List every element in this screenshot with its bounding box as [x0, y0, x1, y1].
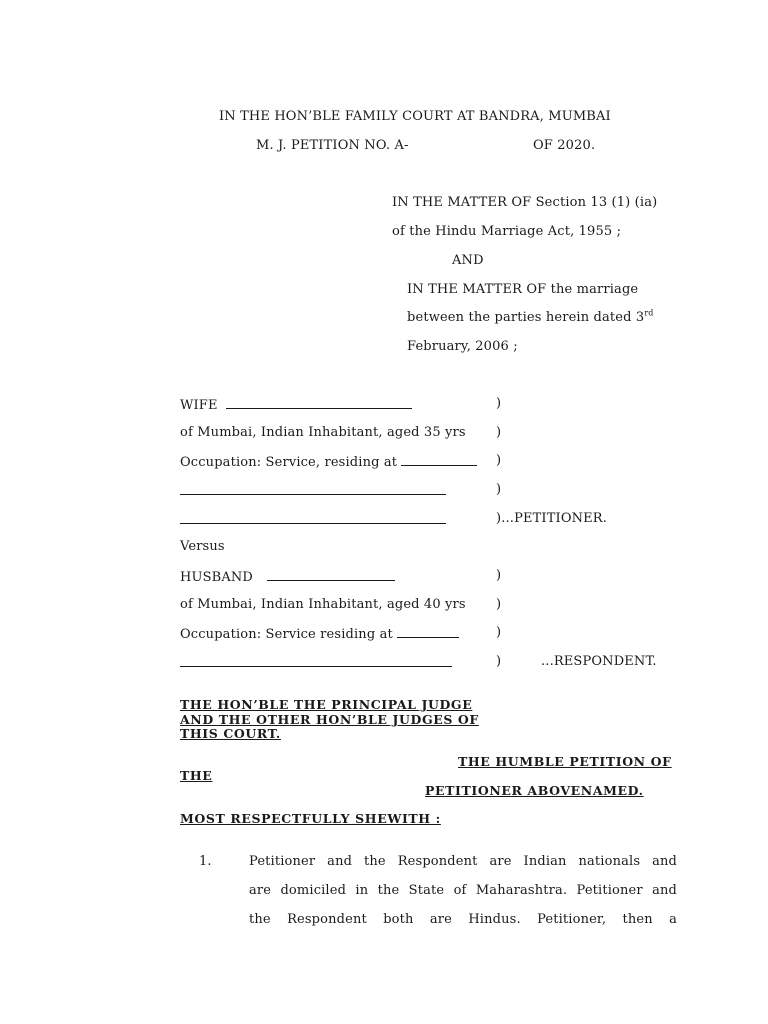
petitioner-paren-2: ) [496, 425, 502, 440]
petitioner-address-blank [401, 453, 477, 466]
petitioner-label-line [180, 396, 412, 414]
petitioner-line-2: of Mumbai, Indian Inhabitant, aged 35 yrs [180, 425, 466, 440]
para-1-line-1: Petitioner and the Respondent are Indian nationals and [249, 854, 677, 869]
petitioner-name-blank [226, 396, 412, 409]
respondent-role: ...RESPONDENT. [541, 654, 657, 669]
matter-line-5: February, 2006 ; [407, 339, 518, 354]
respondent-address-blank-2 [180, 654, 452, 667]
petitioner-paren-4: ) [496, 482, 502, 497]
petitioner-line-3 [180, 453, 477, 471]
petition-year: OF 2020. [533, 138, 596, 153]
matter-line-2: of the Hindu Marriage Act, 1955 ; [392, 224, 622, 239]
petitioner-line-4 [180, 482, 446, 500]
matter-and: AND [452, 253, 484, 268]
respondent-paren-4: ) [496, 654, 502, 669]
matter-line-1: IN THE MATTER OF Section 13 (1) (ia) [392, 195, 658, 210]
para-1-number: 1. [199, 854, 212, 869]
respondent-paren-3: ) [496, 625, 502, 640]
respondent-name-blank [267, 568, 395, 581]
matter-line-4-sup: rd [644, 308, 654, 318]
address-line-2: AND THE OTHER HON’BLE JUDGES OF [180, 712, 479, 727]
petitioner-role: )...PETITIONER. [496, 511, 608, 526]
petitioner-paren-1: ) [496, 396, 502, 411]
respondent-line-3 [180, 625, 459, 643]
petitioner-line-5 [180, 511, 446, 529]
humble-petition-line-2: PETITIONER ABOVENAMED. [425, 783, 644, 798]
matter-line-3: IN THE MATTER OF the marriage [407, 282, 639, 297]
respondent-address-blank [397, 625, 459, 638]
address-line-1: THE HON’BLE THE PRINCIPAL JUDGE [180, 697, 473, 712]
humble-petition-line-1: THE HUMBLE PETITION OF [458, 754, 672, 769]
petitioner-paren-3: ) [496, 453, 502, 468]
address-line-3: THIS COURT. [180, 726, 281, 741]
versus-label: Versus [180, 539, 225, 554]
court-title: IN THE HON’BLE FAMILY COURT AT BANDRA, MUMBAI [219, 109, 611, 124]
respondent-paren-2: ) [496, 597, 502, 612]
petitioner-address-blank-3 [180, 511, 446, 524]
para-1-line-2: are domiciled in the State of Maharashtra. Petitioner and [249, 883, 677, 898]
petition-number-prefix: M. J. PETITION NO. A- [256, 138, 409, 153]
petitioner-occupation: Occupation: Service, residing at [180, 455, 398, 470]
para-1-line-3: the Respondent both are Hindus. Petitioner, then a [249, 912, 677, 927]
petitioner-address-blank-2 [180, 482, 446, 495]
matter-line-4 [407, 310, 654, 326]
respondent-line-4 [180, 654, 452, 672]
matter-line-4-text: between the parties herein dated 3 [407, 310, 645, 325]
respondent-label: HUSBAND [180, 570, 253, 585]
respondent-label-line [180, 568, 395, 586]
respondent-occupation: Occupation: Service residing at [180, 627, 393, 642]
humble-the: THE [180, 768, 213, 783]
shewith-heading: MOST RESPECTFULLY SHEWITH : [180, 811, 441, 826]
respondent-paren-1: ) [496, 568, 502, 583]
petitioner-label: WIFE [180, 398, 218, 413]
respondent-line-2: of Mumbai, Indian Inhabitant, aged 40 yrs [180, 597, 466, 612]
